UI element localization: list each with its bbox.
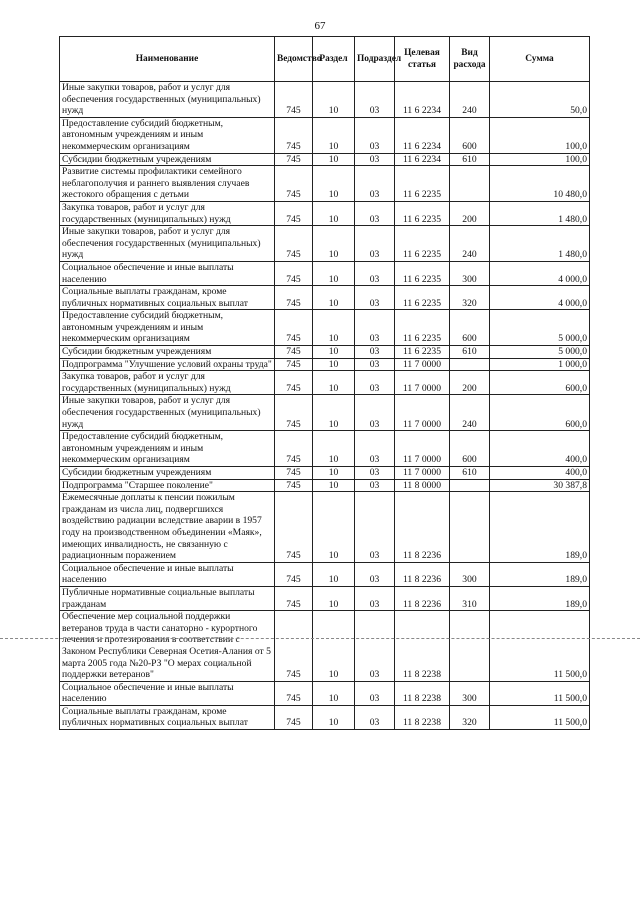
row-stat: 11 6 2235	[395, 166, 450, 202]
row-stat: 11 6 2235	[395, 310, 450, 346]
row-sum: 1 480,0	[490, 201, 590, 225]
row-vid: 600	[450, 117, 490, 153]
row-podrazdel: 03	[355, 492, 395, 563]
row-razdel: 10	[313, 467, 355, 480]
row-vedomstvo: 745	[275, 226, 313, 262]
row-vid: 600	[450, 431, 490, 467]
row-razdel: 10	[313, 611, 355, 682]
row-razdel: 10	[313, 562, 355, 586]
row-vid: 200	[450, 201, 490, 225]
row-vedomstvo: 745	[275, 467, 313, 480]
row-podrazdel: 03	[355, 117, 395, 153]
row-podrazdel: 03	[355, 431, 395, 467]
header-stat: Целевая статья	[395, 37, 450, 82]
row-name: Иные закупки товаров, работ и услуг для обеспечения государственных (муниципальных) нужд	[60, 226, 275, 262]
row-name: Социальные выплаты гражданам, кроме публичных нормативных социальных выплат	[60, 705, 275, 729]
table-row	[60, 479, 590, 492]
row-stat: 11 7 0000	[395, 431, 450, 467]
row-razdel: 10	[313, 705, 355, 729]
row-sum: 100,0	[490, 153, 590, 166]
table-row	[60, 492, 590, 563]
row-stat: 11 8 2238	[395, 705, 450, 729]
row-vid	[450, 358, 490, 371]
row-podrazdel: 03	[355, 611, 395, 682]
row-stat: 11 7 0000	[395, 467, 450, 480]
row-vedomstvo: 745	[275, 479, 313, 492]
row-name: Подпрограмма "Улучшение условий охраны труда"	[60, 358, 275, 371]
row-vid	[450, 166, 490, 202]
row-vid: 200	[450, 371, 490, 395]
page-number: 67	[314, 20, 326, 32]
row-sum: 400,0	[490, 431, 590, 467]
row-razdel: 10	[313, 226, 355, 262]
row-name: Ежемесячные доплаты к пенсии пожилым гражданам из числа лиц, подвергшихся воздействию радиации вследствие аварии в 1957 году на производственном объединении «Маяк», имеющих инвалидность, не связанную с радиационным поражением	[60, 492, 275, 563]
row-stat: 11 6 2235	[395, 261, 450, 285]
header-summa: Сумма	[490, 37, 590, 82]
row-vid: 600	[450, 310, 490, 346]
row-vedomstvo: 745	[275, 310, 313, 346]
row-name: Социальное обеспечение и иные выплаты населению	[60, 562, 275, 586]
row-name: Иные закупки товаров, работ и услуг для обеспечения государственных (муниципальных) нужд	[60, 395, 275, 431]
row-podrazdel: 03	[355, 586, 395, 610]
row-vid: 310	[450, 586, 490, 610]
row-vid: 610	[450, 467, 490, 480]
row-stat: 11 8 2236	[395, 586, 450, 610]
row-name: Предоставление субсидий бюджетным, автономным учреждениям и иным некоммерческим организациям	[60, 117, 275, 153]
header-podrazdel: Подраздел	[355, 37, 395, 82]
row-vid	[450, 479, 490, 492]
row-podrazdel: 03	[355, 681, 395, 705]
row-razdel: 10	[313, 82, 355, 118]
row-name: Субсидии бюджетным учреждениям	[60, 153, 275, 166]
row-stat: 11 7 0000	[395, 395, 450, 431]
row-razdel: 10	[313, 286, 355, 310]
row-name: Предоставление субсидий бюджетным, автономным учреждениям и иным некоммерческим организациям	[60, 431, 275, 467]
row-vid: 320	[450, 705, 490, 729]
table-row	[60, 166, 590, 202]
row-name: Социальные выплаты гражданам, кроме публичных нормативных социальных выплат	[60, 286, 275, 310]
row-podrazdel: 03	[355, 358, 395, 371]
row-podrazdel: 03	[355, 261, 395, 285]
row-sum: 1 480,0	[490, 226, 590, 262]
row-stat: 11 7 0000	[395, 358, 450, 371]
row-name: Социальное обеспечение и иные выплаты населению	[60, 261, 275, 285]
row-vid	[450, 492, 490, 563]
table-row	[60, 586, 590, 610]
row-sum: 11 500,0	[490, 705, 590, 729]
row-podrazdel: 03	[355, 346, 395, 359]
row-vedomstvo: 745	[275, 492, 313, 563]
row-podrazdel: 03	[355, 166, 395, 202]
table-row	[60, 201, 590, 225]
row-razdel: 10	[313, 395, 355, 431]
row-razdel: 10	[313, 492, 355, 563]
row-stat: 11 6 2235	[395, 346, 450, 359]
row-name: Закупка товаров, работ и услуг для государственных (муниципальных) нужд	[60, 201, 275, 225]
row-razdel: 10	[313, 310, 355, 346]
row-razdel: 10	[313, 371, 355, 395]
table-row	[60, 705, 590, 729]
row-vedomstvo: 745	[275, 705, 313, 729]
row-vedomstvo: 745	[275, 201, 313, 225]
row-podrazdel: 03	[355, 286, 395, 310]
header-razdel: Раздел	[313, 37, 355, 82]
table-row	[60, 153, 590, 166]
row-razdel: 10	[313, 261, 355, 285]
row-name: Субсидии бюджетным учреждениям	[60, 467, 275, 480]
row-podrazdel: 03	[355, 82, 395, 118]
table-row	[60, 226, 590, 262]
row-stat: 11 6 2234	[395, 82, 450, 118]
table-row	[60, 371, 590, 395]
row-vid	[450, 611, 490, 682]
row-vid: 240	[450, 395, 490, 431]
row-razdel: 10	[313, 586, 355, 610]
table-row	[60, 310, 590, 346]
row-stat: 11 6 2234	[395, 117, 450, 153]
table-row	[60, 431, 590, 467]
row-stat: 11 8 2236	[395, 562, 450, 586]
row-name: Закупка товаров, работ и услуг для государственных (муниципальных) нужд	[60, 371, 275, 395]
table-row	[60, 346, 590, 359]
row-sum: 5 000,0	[490, 346, 590, 359]
row-vedomstvo: 745	[275, 82, 313, 118]
row-vedomstvo: 745	[275, 153, 313, 166]
row-podrazdel: 03	[355, 479, 395, 492]
row-podrazdel: 03	[355, 310, 395, 346]
table-row	[60, 467, 590, 480]
row-vedomstvo: 745	[275, 261, 313, 285]
table-row	[60, 82, 590, 118]
row-sum: 4 000,0	[490, 286, 590, 310]
row-sum: 5 000,0	[490, 310, 590, 346]
row-stat: 11 6 2235	[395, 286, 450, 310]
row-vedomstvo: 745	[275, 431, 313, 467]
row-stat: 11 6 2234	[395, 153, 450, 166]
row-stat: 11 8 2238	[395, 681, 450, 705]
row-razdel: 10	[313, 479, 355, 492]
row-stat: 11 8 2238	[395, 611, 450, 682]
table-row	[60, 611, 590, 682]
row-sum: 100,0	[490, 117, 590, 153]
row-name: Предоставление субсидий бюджетным, автономным учреждениям и иным некоммерческим организациям	[60, 310, 275, 346]
row-name: Подпрограмма "Старшее поколение"	[60, 479, 275, 492]
table-header-row	[60, 37, 590, 82]
row-stat: 11 8 2236	[395, 492, 450, 563]
scan-dashed-line	[0, 638, 640, 639]
row-sum: 30 387,8	[490, 479, 590, 492]
header-vid: Вид расхода	[450, 37, 490, 82]
row-vedomstvo: 745	[275, 346, 313, 359]
row-sum: 11 500,0	[490, 611, 590, 682]
row-razdel: 10	[313, 166, 355, 202]
row-sum: 11 500,0	[490, 681, 590, 705]
row-sum: 1 000,0	[490, 358, 590, 371]
row-razdel: 10	[313, 681, 355, 705]
row-name: Обеспечение мер социальной поддержки ветеранов труда в части санаторно - курортного лечения и протезирования в соответствии с Законом Республики Северная Осетия-Алания от 5 марта 2005 года №20-РЗ "О мерах социальной поддержки ветеранов"	[60, 611, 275, 682]
row-razdel: 10	[313, 117, 355, 153]
row-vedomstvo: 745	[275, 586, 313, 610]
row-vid: 610	[450, 346, 490, 359]
table-row	[60, 395, 590, 431]
row-podrazdel: 03	[355, 226, 395, 262]
row-vedomstvo: 745	[275, 395, 313, 431]
row-razdel: 10	[313, 346, 355, 359]
table-row	[60, 117, 590, 153]
row-name: Социальное обеспечение и иные выплаты населению	[60, 681, 275, 705]
budget-table	[59, 36, 590, 730]
row-sum: 4 000,0	[490, 261, 590, 285]
row-stat: 11 8 0000	[395, 479, 450, 492]
row-vid: 320	[450, 286, 490, 310]
row-name: Иные закупки товаров, работ и услуг для обеспечения государственных (муниципальных) нужд	[60, 82, 275, 118]
row-vid: 300	[450, 562, 490, 586]
row-vid: 240	[450, 82, 490, 118]
row-podrazdel: 03	[355, 371, 395, 395]
header-name: Наименование	[60, 37, 275, 82]
row-sum: 600,0	[490, 371, 590, 395]
row-podrazdel: 03	[355, 153, 395, 166]
row-vid: 240	[450, 226, 490, 262]
row-vid: 300	[450, 681, 490, 705]
row-vedomstvo: 745	[275, 681, 313, 705]
row-razdel: 10	[313, 153, 355, 166]
row-podrazdel: 03	[355, 201, 395, 225]
row-razdel: 10	[313, 431, 355, 467]
table-row	[60, 286, 590, 310]
row-vedomstvo: 745	[275, 358, 313, 371]
row-vid: 300	[450, 261, 490, 285]
row-sum: 189,0	[490, 492, 590, 563]
header-vedomstvo: Ведомство	[275, 37, 313, 82]
row-sum: 189,0	[490, 586, 590, 610]
table-row	[60, 562, 590, 586]
row-sum: 189,0	[490, 562, 590, 586]
row-vid: 610	[450, 153, 490, 166]
row-vedomstvo: 745	[275, 286, 313, 310]
table-row	[60, 261, 590, 285]
row-vedomstvo: 745	[275, 562, 313, 586]
row-name: Публичные нормативные социальные выплаты гражданам	[60, 586, 275, 610]
row-name: Субсидии бюджетным учреждениям	[60, 346, 275, 359]
row-stat: 11 7 0000	[395, 371, 450, 395]
row-podrazdel: 03	[355, 467, 395, 480]
row-sum: 10 480,0	[490, 166, 590, 202]
row-name: Развитие системы профилактики семейного неблагополучия и раннего выявления случаев жестокого обращения с детьми	[60, 166, 275, 202]
table-row	[60, 358, 590, 371]
row-podrazdel: 03	[355, 395, 395, 431]
row-vedomstvo: 745	[275, 611, 313, 682]
row-stat: 11 6 2235	[395, 201, 450, 225]
row-sum: 600,0	[490, 395, 590, 431]
row-sum: 400,0	[490, 467, 590, 480]
row-razdel: 10	[313, 201, 355, 225]
row-razdel: 10	[313, 358, 355, 371]
row-podrazdel: 03	[355, 705, 395, 729]
row-sum: 50,0	[490, 82, 590, 118]
row-vedomstvo: 745	[275, 371, 313, 395]
row-vedomstvo: 745	[275, 166, 313, 202]
row-podrazdel: 03	[355, 562, 395, 586]
table-row	[60, 681, 590, 705]
row-stat: 11 6 2235	[395, 226, 450, 262]
row-vedomstvo: 745	[275, 117, 313, 153]
